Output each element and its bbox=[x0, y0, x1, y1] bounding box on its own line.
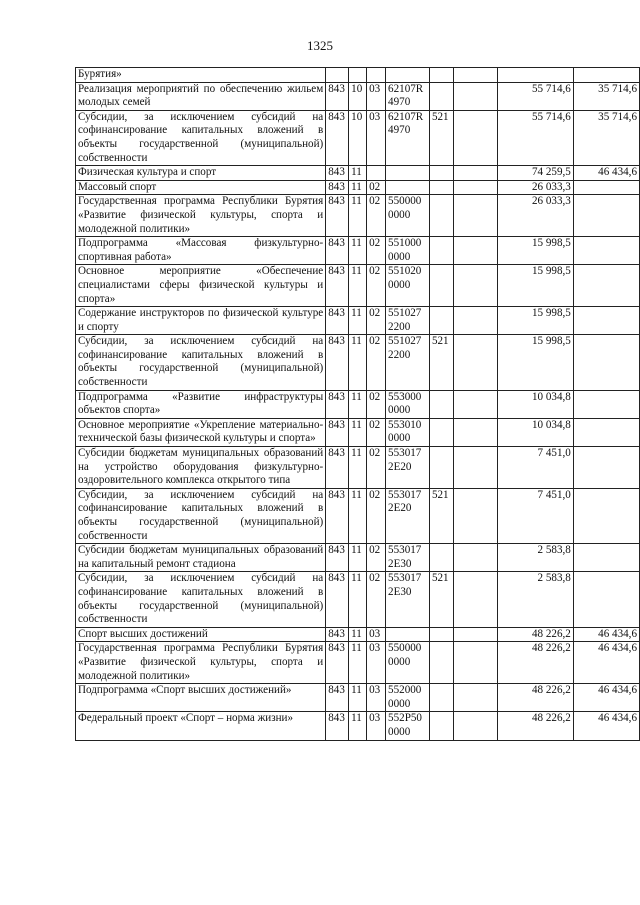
row-name-cell: Бурятия» bbox=[76, 68, 326, 83]
target-article-cell: 553017 2Е30 bbox=[386, 544, 430, 572]
target-article-cell: 552Р50 0000 bbox=[386, 712, 430, 740]
amount-cell-1 bbox=[453, 447, 497, 489]
amount-cell-3 bbox=[573, 418, 639, 446]
subsection-code-cell: 03 bbox=[367, 712, 386, 740]
amount-cell-3: 35 714,6 bbox=[573, 110, 639, 165]
row-name-cell: Подпрограмма «Массовая физкультурно-спортивная работа» bbox=[76, 237, 326, 265]
admin-code-cell: 843 bbox=[326, 447, 349, 489]
admin-code-cell bbox=[326, 68, 349, 83]
amount-cell-3: 46 434,6 bbox=[573, 684, 639, 712]
target-article-cell: 550000 0000 bbox=[386, 195, 430, 237]
admin-code-cell: 843 bbox=[326, 642, 349, 684]
target-article-cell: 550000 0000 bbox=[386, 642, 430, 684]
amount-cell-1 bbox=[453, 68, 497, 83]
subsection-code-cell: 03 bbox=[367, 684, 386, 712]
section-code-cell: 11 bbox=[349, 180, 367, 195]
amount-cell-3 bbox=[573, 335, 639, 390]
table-row bbox=[76, 110, 640, 165]
section-code-cell: 10 bbox=[349, 82, 367, 110]
row-name-cell: Подпрограмма «Спорт высших достижений» bbox=[76, 684, 326, 712]
amount-cell-1 bbox=[453, 110, 497, 165]
target-article-cell: 551027 2200 bbox=[386, 307, 430, 335]
page-number: 1325 bbox=[307, 38, 333, 53]
table-row bbox=[76, 307, 640, 335]
row-name-cell: Субсидии, за исключением субсидий на софинансирование капитальных вложений в объекты государственной (муниципальной) собственности bbox=[76, 488, 326, 543]
subsection-code-cell: 02 bbox=[367, 180, 386, 195]
amount-cell-3 bbox=[573, 544, 639, 572]
admin-code-cell: 843 bbox=[326, 390, 349, 418]
amount-cell-2: 48 226,2 bbox=[497, 642, 573, 684]
subsection-code-cell: 02 bbox=[367, 418, 386, 446]
row-name-cell: Субсидии бюджетам муниципальных образований на капитальный ремонт стадиона bbox=[76, 544, 326, 572]
amount-cell-1 bbox=[453, 265, 497, 307]
subsection-code-cell: 03 bbox=[367, 110, 386, 165]
target-article-cell bbox=[386, 180, 430, 195]
target-article-cell bbox=[386, 68, 430, 83]
amount-cell-3 bbox=[573, 307, 639, 335]
amount-cell-1 bbox=[453, 195, 497, 237]
section-code-cell bbox=[349, 68, 367, 83]
amount-cell-2: 10 034,8 bbox=[497, 418, 573, 446]
section-code-cell: 11 bbox=[349, 627, 367, 642]
amount-cell-2: 15 998,5 bbox=[497, 265, 573, 307]
amount-cell-2: 48 226,2 bbox=[497, 684, 573, 712]
table-row bbox=[76, 237, 640, 265]
admin-code-cell: 843 bbox=[326, 712, 349, 740]
expense-type-cell bbox=[429, 82, 453, 110]
amount-cell-1 bbox=[453, 166, 497, 181]
admin-code-cell: 843 bbox=[326, 180, 349, 195]
subsection-code-cell: 02 bbox=[367, 335, 386, 390]
table-row bbox=[76, 195, 640, 237]
section-code-cell: 11 bbox=[349, 390, 367, 418]
section-code-cell: 11 bbox=[349, 166, 367, 181]
row-name-cell: Субсидии, за исключением субсидий на софинансирование капитальных вложений в объекты государственной (муниципальной) собственности bbox=[76, 110, 326, 165]
expense-type-cell bbox=[429, 544, 453, 572]
amount-cell-2: 48 226,2 bbox=[497, 712, 573, 740]
table-row bbox=[76, 418, 640, 446]
admin-code-cell: 843 bbox=[326, 335, 349, 390]
amount-cell-3: 46 434,6 bbox=[573, 166, 639, 181]
amount-cell-2: 74 259,5 bbox=[497, 166, 573, 181]
expense-type-cell bbox=[429, 642, 453, 684]
amount-cell-1 bbox=[453, 335, 497, 390]
amount-cell-1 bbox=[453, 544, 497, 572]
amount-cell-1 bbox=[453, 237, 497, 265]
admin-code-cell: 843 bbox=[326, 544, 349, 572]
admin-code-cell: 843 bbox=[326, 195, 349, 237]
expense-type-cell: 521 bbox=[429, 572, 453, 627]
table-row bbox=[76, 488, 640, 543]
expense-type-cell bbox=[429, 627, 453, 642]
amount-cell-1 bbox=[453, 180, 497, 195]
amount-cell-3 bbox=[573, 265, 639, 307]
table-row bbox=[76, 265, 640, 307]
admin-code-cell: 843 bbox=[326, 488, 349, 543]
amount-cell-2: 48 226,2 bbox=[497, 627, 573, 642]
amount-cell-2: 15 998,5 bbox=[497, 237, 573, 265]
admin-code-cell: 843 bbox=[326, 627, 349, 642]
admin-code-cell: 843 bbox=[326, 572, 349, 627]
amount-cell-1 bbox=[453, 572, 497, 627]
expense-type-cell: 521 bbox=[429, 335, 453, 390]
table-row bbox=[76, 684, 640, 712]
section-code-cell: 11 bbox=[349, 335, 367, 390]
table-row bbox=[76, 544, 640, 572]
section-code-cell: 11 bbox=[349, 712, 367, 740]
section-code-cell: 11 bbox=[349, 447, 367, 489]
target-article-cell: 62107R 4970 bbox=[386, 110, 430, 165]
expense-type-cell bbox=[429, 166, 453, 181]
admin-code-cell: 843 bbox=[326, 82, 349, 110]
table-row bbox=[76, 335, 640, 390]
amount-cell-3 bbox=[573, 237, 639, 265]
row-name-cell: Массовый спорт bbox=[76, 180, 326, 195]
target-article-cell: 553017 2Е20 bbox=[386, 488, 430, 543]
subsection-code-cell: 03 bbox=[367, 82, 386, 110]
expense-type-cell bbox=[429, 447, 453, 489]
row-name-cell: Субсидии бюджетам муниципальных образований на устройство оборудования физкультурно-оздоровительного комплекса открытого типа bbox=[76, 447, 326, 489]
amount-cell-2 bbox=[497, 68, 573, 83]
amount-cell-2: 15 998,5 bbox=[497, 307, 573, 335]
row-name-cell: Государственная программа Республики Бурятия «Развитие физической культуры, спорта и молодежной политики» bbox=[76, 195, 326, 237]
target-article-cell: 551020 0000 bbox=[386, 265, 430, 307]
admin-code-cell: 843 bbox=[326, 166, 349, 181]
amount-cell-3: 46 434,6 bbox=[573, 642, 639, 684]
expense-type-cell bbox=[429, 390, 453, 418]
subsection-code-cell bbox=[367, 166, 386, 181]
admin-code-cell: 843 bbox=[326, 418, 349, 446]
amount-cell-2: 10 034,8 bbox=[497, 390, 573, 418]
subsection-code-cell: 02 bbox=[367, 307, 386, 335]
table-row bbox=[76, 572, 640, 627]
table-row bbox=[76, 166, 640, 181]
amount-cell-2: 55 714,6 bbox=[497, 110, 573, 165]
admin-code-cell: 843 bbox=[326, 307, 349, 335]
admin-code-cell: 843 bbox=[326, 265, 349, 307]
target-article-cell bbox=[386, 166, 430, 181]
amount-cell-3: 35 714,6 bbox=[573, 82, 639, 110]
target-article-cell bbox=[386, 627, 430, 642]
subsection-code-cell: 02 bbox=[367, 544, 386, 572]
section-code-cell: 11 bbox=[349, 488, 367, 543]
table-row bbox=[76, 447, 640, 489]
section-code-cell: 11 bbox=[349, 418, 367, 446]
subsection-code-cell: 02 bbox=[367, 265, 386, 307]
row-name-cell: Федеральный проект «Спорт – норма жизни» bbox=[76, 712, 326, 740]
expense-type-cell bbox=[429, 418, 453, 446]
row-name-cell: Физическая культура и спорт bbox=[76, 166, 326, 181]
admin-code-cell: 843 bbox=[326, 237, 349, 265]
section-code-cell: 11 bbox=[349, 572, 367, 627]
subsection-code-cell: 03 bbox=[367, 627, 386, 642]
table-row bbox=[76, 82, 640, 110]
row-name-cell: Спорт высших достижений bbox=[76, 627, 326, 642]
amount-cell-1 bbox=[453, 627, 497, 642]
target-article-cell: 551000 0000 bbox=[386, 237, 430, 265]
subsection-code-cell: 02 bbox=[367, 488, 386, 543]
amount-cell-2: 26 033,3 bbox=[497, 180, 573, 195]
expense-type-cell bbox=[429, 180, 453, 195]
expense-type-cell: 521 bbox=[429, 488, 453, 543]
expense-type-cell bbox=[429, 195, 453, 237]
subsection-code-cell bbox=[367, 68, 386, 83]
amount-cell-2: 26 033,3 bbox=[497, 195, 573, 237]
target-article-cell: 62107R 4970 bbox=[386, 82, 430, 110]
subsection-code-cell: 02 bbox=[367, 572, 386, 627]
amount-cell-1 bbox=[453, 684, 497, 712]
amount-cell-2: 55 714,6 bbox=[497, 82, 573, 110]
section-code-cell: 11 bbox=[349, 195, 367, 237]
section-code-cell: 11 bbox=[349, 237, 367, 265]
row-name-cell: Субсидии, за исключением субсидий на софинансирование капитальных вложений в объекты государственной (муниципальной) собственности bbox=[76, 335, 326, 390]
amount-cell-2: 2 583,8 bbox=[497, 572, 573, 627]
amount-cell-3 bbox=[573, 447, 639, 489]
amount-cell-1 bbox=[453, 390, 497, 418]
section-code-cell: 11 bbox=[349, 684, 367, 712]
row-name-cell: Основное мероприятие «Укрепление материально-технической базы физической культуры и спорта» bbox=[76, 418, 326, 446]
expense-type-cell bbox=[429, 307, 453, 335]
table-row bbox=[76, 68, 640, 83]
amount-cell-1 bbox=[453, 712, 497, 740]
row-name-cell: Содержание инструкторов по физической культуре и спорту bbox=[76, 307, 326, 335]
expense-type-cell: 521 bbox=[429, 110, 453, 165]
amount-cell-3 bbox=[573, 390, 639, 418]
amount-cell-2: 7 451,0 bbox=[497, 447, 573, 489]
section-code-cell: 11 bbox=[349, 307, 367, 335]
amount-cell-2: 2 583,8 bbox=[497, 544, 573, 572]
amount-cell-2: 15 998,5 bbox=[497, 335, 573, 390]
section-code-cell: 11 bbox=[349, 544, 367, 572]
amount-cell-1 bbox=[453, 307, 497, 335]
amount-cell-3 bbox=[573, 68, 639, 83]
target-article-cell: 553017 2Е20 bbox=[386, 447, 430, 489]
row-name-cell: Реализация мероприятий по обеспечению жильем молодых семей bbox=[76, 82, 326, 110]
subsection-code-cell: 03 bbox=[367, 642, 386, 684]
row-name-cell: Государственная программа Республики Бурятия «Развитие физической культуры, спорта и молодежной политики» bbox=[76, 642, 326, 684]
target-article-cell: 553010 0000 bbox=[386, 418, 430, 446]
target-article-cell: 551027 2200 bbox=[386, 335, 430, 390]
amount-cell-3: 46 434,6 bbox=[573, 712, 639, 740]
amount-cell-3: 46 434,6 bbox=[573, 627, 639, 642]
table-row bbox=[76, 180, 640, 195]
table-row bbox=[76, 642, 640, 684]
amount-cell-3 bbox=[573, 195, 639, 237]
subsection-code-cell: 02 bbox=[367, 447, 386, 489]
amount-cell-1 bbox=[453, 418, 497, 446]
target-article-cell: 553017 2Е30 bbox=[386, 572, 430, 627]
expense-type-cell bbox=[429, 712, 453, 740]
amount-cell-1 bbox=[453, 488, 497, 543]
row-name-cell: Основное мероприятие «Обеспечение специалистами сферы физической культуры и спорта» bbox=[76, 265, 326, 307]
amount-cell-1 bbox=[453, 642, 497, 684]
amount-cell-2: 7 451,0 bbox=[497, 488, 573, 543]
row-name-cell: Субсидии, за исключением субсидий на софинансирование капитальных вложений в объекты государственной (муниципальной) собственности bbox=[76, 572, 326, 627]
expense-type-cell bbox=[429, 68, 453, 83]
subsection-code-cell: 02 bbox=[367, 390, 386, 418]
section-code-cell: 11 bbox=[349, 642, 367, 684]
table-row bbox=[76, 390, 640, 418]
target-article-cell: 552000 0000 bbox=[386, 684, 430, 712]
amount-cell-3 bbox=[573, 488, 639, 543]
table-body bbox=[76, 68, 640, 741]
target-article-cell: 553000 0000 bbox=[386, 390, 430, 418]
amount-cell-3 bbox=[573, 180, 639, 195]
row-name-cell: Подпрограмма «Развитие инфраструктуры объектов спорта» bbox=[76, 390, 326, 418]
expense-type-cell bbox=[429, 265, 453, 307]
expense-type-cell bbox=[429, 684, 453, 712]
admin-code-cell: 843 bbox=[326, 110, 349, 165]
subsection-code-cell: 02 bbox=[367, 195, 386, 237]
subsection-code-cell: 02 bbox=[367, 237, 386, 265]
amount-cell-3 bbox=[573, 572, 639, 627]
expense-type-cell bbox=[429, 237, 453, 265]
table-row bbox=[76, 712, 640, 740]
budget-table bbox=[75, 67, 640, 741]
section-code-cell: 10 bbox=[349, 110, 367, 165]
section-code-cell: 11 bbox=[349, 265, 367, 307]
table-row bbox=[76, 627, 640, 642]
admin-code-cell: 843 bbox=[326, 684, 349, 712]
amount-cell-1 bbox=[453, 82, 497, 110]
